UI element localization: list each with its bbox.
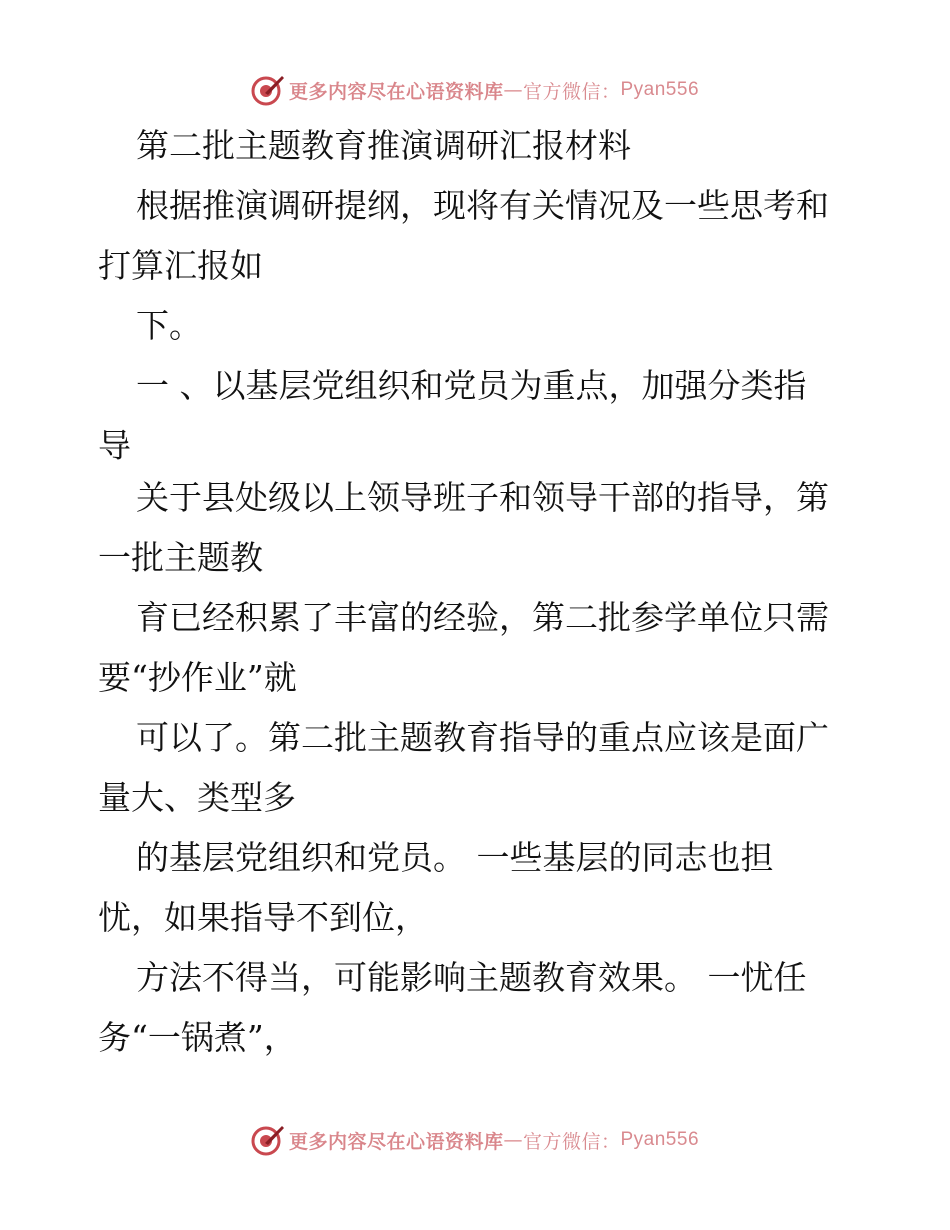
header-banner xyxy=(0,70,950,110)
paragraph-line: 务“一锅煮”， xyxy=(98,1018,297,1057)
banner-wechat-id: Pyan556 xyxy=(620,79,700,100)
paragraph-line: 一批主题教 xyxy=(98,538,263,577)
banner-separator: — xyxy=(503,79,523,101)
paragraph-line: 要“抄作业”就 xyxy=(98,658,297,697)
banner-wechat-label: 官方微信： xyxy=(522,80,621,103)
banner-site-text: 更多内容尽在心语资料库 xyxy=(288,1130,504,1153)
footer-banner xyxy=(0,1120,950,1160)
doc-title: 第二批主题教育推演调研汇报材料 xyxy=(136,126,631,165)
banner-site-text: 更多内容尽在心语资料库 xyxy=(288,80,504,103)
paragraph-line: 忧，如果指导不到位， xyxy=(98,898,428,937)
paragraph-line: 的基层党组织和党员。 一些基层的同志也担 xyxy=(136,838,774,877)
paragraph-line: 打算汇报如 xyxy=(98,246,263,285)
paragraph-line: 量大、类型多 xyxy=(98,778,296,817)
banner-wechat-label: 官方微信： xyxy=(522,1130,621,1153)
banner-wechat-id: Pyan556 xyxy=(620,1129,700,1150)
section-heading: 导 xyxy=(98,426,131,465)
paragraph-line: 根据推演调研提纲，现将有关情况及一些思考和 xyxy=(136,186,829,225)
paragraph-line: 下。 xyxy=(136,306,202,345)
quill-logo-icon xyxy=(251,1123,285,1157)
section-heading: 一 、以基层党组织和党员为重点，加强分类指 xyxy=(136,366,807,405)
quill-logo-icon xyxy=(251,73,285,107)
paragraph-line: 关于县处级以上领导班子和领导干部的指导，第 xyxy=(136,478,829,517)
paragraph-line: 可以了。第二批主题教育指导的重点应该是面广 xyxy=(136,718,829,757)
banner-separator: — xyxy=(503,1129,523,1151)
paragraph-line: 育已经积累了丰富的经验，第二批参学单位只需 xyxy=(136,598,829,637)
paragraph-line: 方法不得当，可能影响主题教育效果。 一忧任 xyxy=(136,958,807,997)
